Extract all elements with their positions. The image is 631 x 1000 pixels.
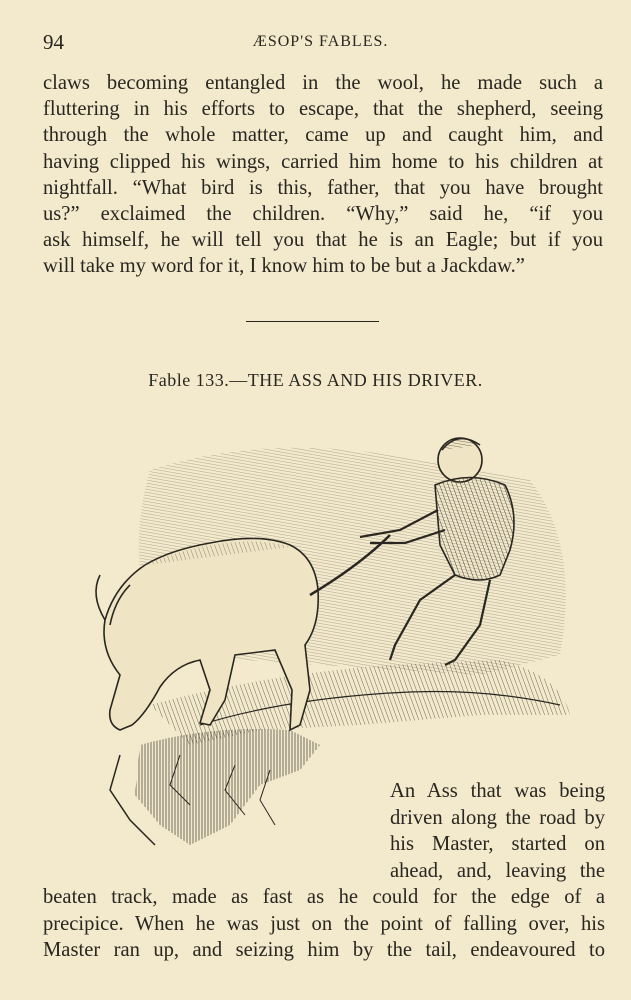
text-line: nightfall. “What bird is this, father, that you have brought [43, 176, 603, 199]
text-line: ahead, and, leaving the [390, 859, 605, 882]
text-line: An Ass that was being [390, 780, 605, 802]
fable-opening-lines [390, 778, 605, 884]
running-head: ÆSOP'S FABLES. [252, 33, 389, 50]
text-line: claws becoming entangled in the wool, he made such a [43, 72, 603, 94]
text-line: driven along the road by [390, 806, 605, 829]
page-header [40, 30, 601, 58]
text-line: us?” exclaimed the children. “Why,” said he, “if you [43, 203, 603, 226]
section-divider [246, 321, 379, 322]
text-line: his Master, started on [390, 833, 605, 855]
continued-paragraph [43, 70, 603, 280]
text-line: ask himself, he will tell you that he is an Eagle; but if you [43, 229, 603, 252]
fable-title: Fable 133.—THE ASS AND HIS DRIVER. [148, 370, 483, 390]
text-line: fluttering in his efforts to escape, that the shepherd, seeing [43, 98, 603, 121]
text-line: Master ran up, and seizing him by the tail, endeavoured to [43, 939, 605, 961]
text-line: will take my word for it, I know him to be but a Jackdaw.” [43, 255, 525, 278]
text-line: through the whole matter, came up and caught him, and [43, 124, 603, 147]
text-line: having clipped his wings, carried him home to his children at [43, 150, 603, 173]
text-line: beaten track, made as fast as he could for the edge of a [43, 886, 605, 908]
page-number: 94 [43, 30, 64, 54]
fable-continued-lines [43, 884, 605, 964]
text-line: precipice. When he was just on the point of falling over, his [43, 912, 605, 935]
